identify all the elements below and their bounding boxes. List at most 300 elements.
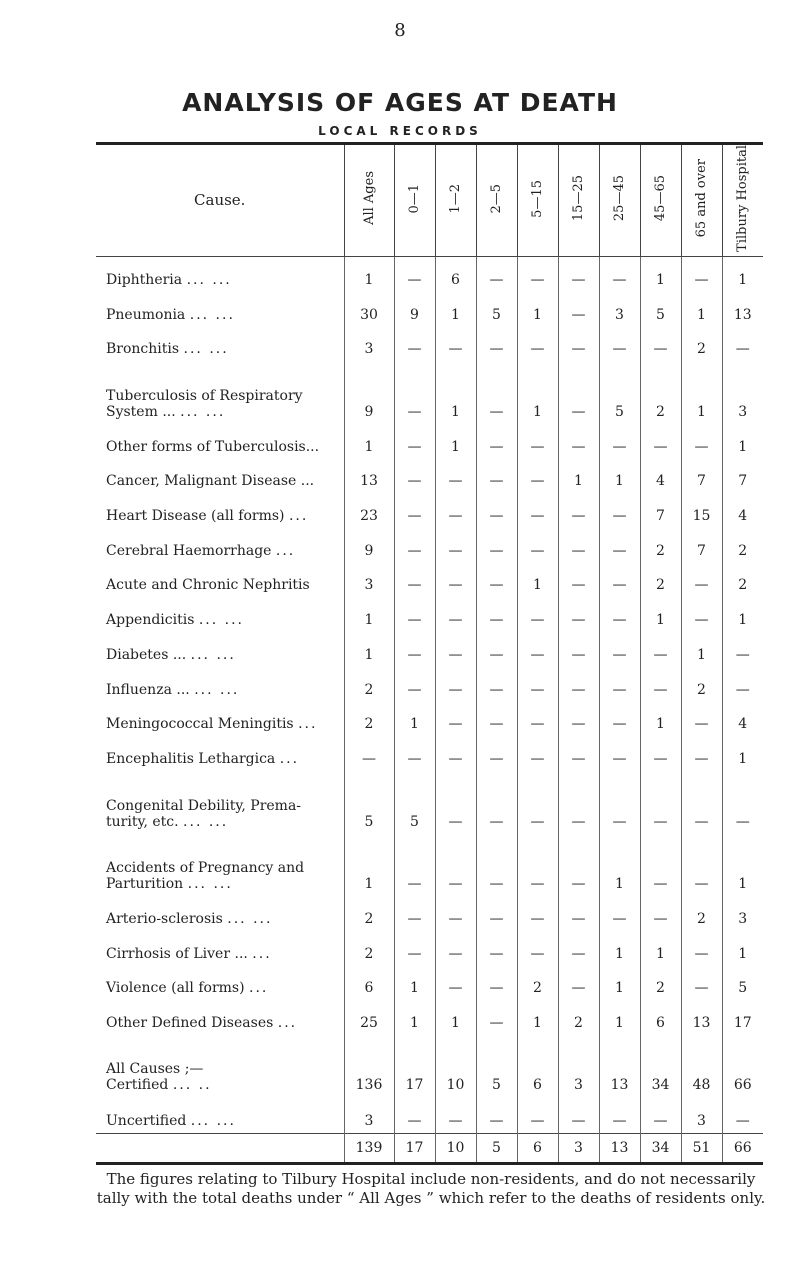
value-cell: 1 bbox=[738, 945, 748, 962]
value-cell: 66 bbox=[733, 1077, 752, 1094]
leader-dots: ... bbox=[275, 542, 296, 559]
cause-cell bbox=[96, 361, 344, 424]
value-cell: 23 bbox=[344, 493, 394, 528]
value-cell: — bbox=[476, 327, 517, 362]
value-cell: — bbox=[394, 459, 435, 494]
value-cell: 1 bbox=[681, 361, 722, 424]
value-cell: 1 bbox=[681, 292, 722, 327]
value-cell: 2 bbox=[344, 667, 394, 702]
value-cell: — bbox=[558, 667, 599, 702]
column-header bbox=[394, 145, 435, 256]
value-cell: — bbox=[517, 459, 558, 494]
cause-cell bbox=[96, 771, 344, 834]
cause-cell bbox=[96, 896, 344, 931]
value-cell: — bbox=[394, 667, 435, 702]
value-cell: 1 bbox=[344, 424, 394, 459]
value-cell: — bbox=[435, 966, 476, 1001]
value-cell: — bbox=[640, 667, 681, 702]
value-cell: — bbox=[558, 528, 599, 563]
total-cell: 13 bbox=[599, 1133, 640, 1162]
value-cell: — bbox=[681, 834, 722, 897]
cause-label: Arterio-sclerosis bbox=[106, 910, 223, 927]
value-cell: 4 bbox=[640, 459, 681, 494]
value-cell: — bbox=[681, 563, 722, 598]
column-header bbox=[476, 145, 517, 256]
column-header bbox=[435, 145, 476, 256]
cause-label: Other forms of Tuberculosis... bbox=[106, 438, 320, 455]
value-cell: — bbox=[558, 834, 599, 897]
cause-cell bbox=[96, 327, 344, 362]
value-cell: 1 bbox=[435, 1000, 476, 1035]
column-header-label: 15—25 bbox=[571, 175, 586, 222]
value-cell: — bbox=[435, 493, 476, 528]
value-cell: 1 bbox=[344, 632, 394, 667]
value-cell: — bbox=[476, 632, 517, 667]
leader-dots: ... ... bbox=[180, 403, 226, 420]
cause-label: Cerebral Haemorrhage bbox=[106, 542, 272, 559]
value-cell: — bbox=[435, 1097, 476, 1133]
value-cell: 5 bbox=[640, 292, 681, 327]
cause-cell bbox=[96, 292, 344, 327]
value-cell: — bbox=[558, 256, 599, 292]
value-cell: — bbox=[735, 681, 750, 698]
table-row bbox=[96, 834, 763, 897]
value-cell: 2 bbox=[738, 542, 748, 559]
table-row bbox=[96, 528, 763, 563]
value-cell: 1 bbox=[558, 459, 599, 494]
value-cell: — bbox=[476, 424, 517, 459]
value-cell: 5 bbox=[599, 361, 640, 424]
value-cell: 9 bbox=[394, 292, 435, 327]
table-row bbox=[96, 1097, 763, 1133]
cause-label: Tuberculosis of Respiratory bbox=[106, 387, 303, 404]
value-cell: 10 bbox=[435, 1035, 476, 1098]
value-cell: 5 bbox=[476, 292, 517, 327]
value-cell: 48 bbox=[681, 1035, 722, 1098]
value-cell: — bbox=[476, 528, 517, 563]
value-cell: — bbox=[394, 424, 435, 459]
age-analysis-table bbox=[96, 142, 763, 1165]
value-cell: 7 bbox=[681, 528, 722, 563]
leader-dots: ... ... bbox=[194, 681, 240, 698]
value-cell: — bbox=[476, 597, 517, 632]
value-cell: 6 bbox=[435, 256, 476, 292]
value-cell: — bbox=[558, 597, 599, 632]
value-cell: — bbox=[599, 256, 640, 292]
value-cell: — bbox=[681, 702, 722, 737]
cause-label: Meningococcal Meningitis bbox=[106, 716, 294, 733]
table-row bbox=[96, 459, 763, 494]
column-header bbox=[722, 145, 763, 256]
value-cell: — bbox=[558, 493, 599, 528]
page-number: 8 bbox=[394, 20, 406, 41]
cause-cell bbox=[96, 1000, 344, 1035]
table-row bbox=[96, 327, 763, 362]
value-cell: — bbox=[599, 736, 640, 771]
cause-cell bbox=[96, 597, 344, 632]
table-row bbox=[96, 361, 763, 424]
value-cell: — bbox=[735, 813, 750, 830]
value-cell: — bbox=[435, 736, 476, 771]
value-cell: — bbox=[517, 493, 558, 528]
cause-label: Pneumonia bbox=[106, 306, 186, 323]
value-cell: — bbox=[394, 563, 435, 598]
value-cell: — bbox=[517, 327, 558, 362]
value-cell: — bbox=[640, 736, 681, 771]
value-cell: — bbox=[558, 771, 599, 834]
value-cell: 34 bbox=[640, 1035, 681, 1098]
cause-label: Appendicitis bbox=[106, 612, 195, 629]
cause-column-header: Cause. bbox=[96, 145, 344, 256]
value-cell: — bbox=[558, 1097, 599, 1133]
value-cell: — bbox=[476, 702, 517, 737]
value-cell: 1 bbox=[640, 597, 681, 632]
value-cell: — bbox=[517, 256, 558, 292]
column-header-label: 45—65 bbox=[653, 175, 668, 222]
value-cell: — bbox=[517, 702, 558, 737]
value-cell: — bbox=[640, 424, 681, 459]
column-header bbox=[640, 145, 681, 256]
value-cell: 2 bbox=[344, 702, 394, 737]
value-cell: — bbox=[599, 702, 640, 737]
table-row bbox=[96, 931, 763, 966]
leader-dots: ... bbox=[249, 980, 269, 997]
cause-cell bbox=[96, 931, 344, 966]
value-cell: 7 bbox=[640, 493, 681, 528]
value-cell: — bbox=[517, 931, 558, 966]
value-cell: — bbox=[435, 459, 476, 494]
value-cell: 15 bbox=[681, 493, 722, 528]
cause-cell bbox=[96, 834, 344, 897]
value-cell: — bbox=[435, 563, 476, 598]
cause-label: Heart Disease (all forms) bbox=[106, 508, 285, 525]
cause-label: Diabetes ... bbox=[106, 646, 187, 663]
value-cell: — bbox=[476, 459, 517, 494]
value-cell: 6 bbox=[640, 1000, 681, 1035]
value-cell: 7 bbox=[738, 473, 748, 490]
column-header-label: 5—15 bbox=[530, 179, 545, 218]
value-cell: 1 bbox=[640, 256, 681, 292]
value-cell: — bbox=[476, 834, 517, 897]
total-cell: 66 bbox=[722, 1133, 763, 1162]
total-cell: 5 bbox=[476, 1133, 517, 1162]
value-cell: — bbox=[599, 528, 640, 563]
cause-label: Violence (all forms) bbox=[106, 980, 245, 997]
cause-label-continued: Parturition bbox=[106, 876, 184, 893]
total-cell: 10 bbox=[435, 1133, 476, 1162]
total-label-cell bbox=[96, 1133, 344, 1162]
cause-label: All Causes ;— bbox=[106, 1061, 204, 1078]
value-cell: — bbox=[476, 966, 517, 1001]
cause-label: Diphtheria bbox=[106, 271, 183, 288]
value-cell: 1 bbox=[599, 966, 640, 1001]
value-cell: — bbox=[558, 327, 599, 362]
cause-cell bbox=[96, 1035, 344, 1098]
value-cell: 1 bbox=[435, 361, 476, 424]
value-cell: — bbox=[394, 1097, 435, 1133]
cause-cell bbox=[96, 493, 344, 528]
value-cell: 2 bbox=[344, 896, 394, 931]
value-cell: 5 bbox=[738, 980, 748, 997]
value-cell: — bbox=[517, 667, 558, 702]
cause-label: Congenital Debility, Prema- bbox=[106, 797, 302, 814]
value-cell: — bbox=[558, 736, 599, 771]
value-cell: 2 bbox=[344, 931, 394, 966]
value-cell: 3 bbox=[344, 327, 394, 362]
column-header-label: 2—5 bbox=[489, 183, 504, 214]
table-row bbox=[96, 702, 763, 737]
value-cell: 13 bbox=[344, 459, 394, 494]
value-cell: — bbox=[476, 931, 517, 966]
value-cell: — bbox=[394, 493, 435, 528]
leader-dots: ... ... bbox=[190, 646, 236, 663]
cause-cell bbox=[96, 1097, 344, 1133]
page-subtitle: LOCAL RECORDS bbox=[318, 124, 482, 138]
value-cell: — bbox=[640, 632, 681, 667]
total-cell: 34 bbox=[640, 1133, 681, 1162]
leader-dots: ... ... bbox=[227, 910, 273, 927]
value-cell: — bbox=[599, 667, 640, 702]
value-cell: 2 bbox=[640, 966, 681, 1001]
value-cell: 136 bbox=[344, 1035, 394, 1098]
leader-dots: ... ... bbox=[198, 612, 244, 629]
value-cell: — bbox=[558, 292, 599, 327]
cause-label: Accidents of Pregnancy and bbox=[106, 860, 305, 877]
value-cell: — bbox=[681, 736, 722, 771]
value-cell: 3 bbox=[344, 1097, 394, 1133]
value-cell: 3 bbox=[558, 1035, 599, 1098]
total-cell: 3 bbox=[558, 1133, 599, 1162]
table-row bbox=[96, 563, 763, 598]
value-cell: 4 bbox=[738, 508, 748, 525]
column-header bbox=[681, 145, 722, 256]
value-cell: 3 bbox=[599, 292, 640, 327]
cause-cell bbox=[96, 667, 344, 702]
value-cell: 5 bbox=[344, 771, 394, 834]
value-cell: 1 bbox=[640, 702, 681, 737]
table-row bbox=[96, 597, 763, 632]
total-cell: 51 bbox=[681, 1133, 722, 1162]
value-cell: 30 bbox=[344, 292, 394, 327]
value-cell: — bbox=[435, 834, 476, 897]
leader-dots: ... bbox=[298, 716, 318, 733]
value-cell: — bbox=[558, 632, 599, 667]
value-cell: — bbox=[435, 667, 476, 702]
cause-label: Other Defined Diseases bbox=[106, 1014, 274, 1031]
value-cell: — bbox=[599, 597, 640, 632]
value-cell: — bbox=[681, 597, 722, 632]
value-cell: 2 bbox=[640, 563, 681, 598]
value-cell: 1 bbox=[517, 361, 558, 424]
page-title: ANALYSIS OF AGES AT DEATH bbox=[182, 88, 618, 117]
value-cell: — bbox=[435, 632, 476, 667]
column-header-label: Tilbury Hospital bbox=[735, 145, 751, 252]
leader-dots: ... ... bbox=[183, 813, 229, 830]
value-cell: — bbox=[599, 771, 640, 834]
value-cell: — bbox=[640, 327, 681, 362]
table-row bbox=[96, 632, 763, 667]
column-header bbox=[599, 145, 640, 256]
value-cell: — bbox=[394, 327, 435, 362]
table-row bbox=[96, 1035, 763, 1098]
value-cell: 13 bbox=[733, 306, 752, 323]
table-header-row bbox=[96, 145, 763, 256]
value-cell: 1 bbox=[640, 931, 681, 966]
cause-cell bbox=[96, 966, 344, 1001]
cause-cell bbox=[96, 528, 344, 563]
column-header bbox=[344, 145, 394, 256]
value-cell: 2 bbox=[640, 361, 681, 424]
leader-dots: ... ... bbox=[187, 876, 233, 893]
value-cell: — bbox=[681, 966, 722, 1001]
value-cell: 1 bbox=[394, 1000, 435, 1035]
table-row bbox=[96, 1000, 763, 1035]
value-cell: 1 bbox=[599, 931, 640, 966]
value-cell: — bbox=[640, 1097, 681, 1133]
total-row bbox=[96, 1133, 763, 1162]
value-cell: — bbox=[476, 896, 517, 931]
table-body bbox=[96, 256, 763, 1162]
cause-cell bbox=[96, 459, 344, 494]
cause-cell bbox=[96, 736, 344, 771]
total-cell: 139 bbox=[344, 1133, 394, 1162]
value-cell: 1 bbox=[681, 632, 722, 667]
cause-cell bbox=[96, 256, 344, 292]
value-cell: — bbox=[476, 563, 517, 598]
value-cell: — bbox=[394, 931, 435, 966]
leader-dots: ... ... bbox=[189, 306, 235, 323]
value-cell: 3 bbox=[738, 403, 748, 420]
value-cell: 1 bbox=[517, 1000, 558, 1035]
cause-label-continued: Certified bbox=[106, 1077, 169, 1094]
value-cell: — bbox=[517, 597, 558, 632]
column-header-label: 25—45 bbox=[612, 175, 627, 222]
value-cell: 2 bbox=[640, 528, 681, 563]
value-cell: — bbox=[517, 424, 558, 459]
value-cell: — bbox=[517, 1097, 558, 1133]
cause-cell bbox=[96, 702, 344, 737]
value-cell: — bbox=[517, 632, 558, 667]
value-cell: 6 bbox=[517, 1035, 558, 1098]
value-cell: 1 bbox=[344, 834, 394, 897]
cause-label: Encephalitis Lethargica bbox=[106, 751, 276, 768]
cause-cell bbox=[96, 563, 344, 598]
value-cell: 1 bbox=[599, 1000, 640, 1035]
value-cell: — bbox=[517, 834, 558, 897]
value-cell: — bbox=[640, 771, 681, 834]
value-cell: 3 bbox=[681, 1097, 722, 1133]
value-cell: — bbox=[599, 327, 640, 362]
value-cell: — bbox=[476, 771, 517, 834]
value-cell: — bbox=[681, 771, 722, 834]
value-cell: — bbox=[599, 1097, 640, 1133]
value-cell: 3 bbox=[344, 563, 394, 598]
value-cell: 1 bbox=[394, 966, 435, 1001]
value-cell: — bbox=[476, 736, 517, 771]
value-cell: — bbox=[435, 771, 476, 834]
value-cell: 1 bbox=[738, 876, 748, 893]
leader-dots: ... bbox=[279, 751, 300, 768]
value-cell: — bbox=[435, 327, 476, 362]
column-header-label: 65 and over bbox=[694, 159, 709, 238]
value-cell: — bbox=[476, 361, 517, 424]
value-cell: 1 bbox=[738, 271, 748, 288]
column-header bbox=[558, 145, 599, 256]
cause-label: Uncertified bbox=[106, 1112, 187, 1129]
value-cell: 5 bbox=[476, 1035, 517, 1098]
value-cell: 1 bbox=[517, 563, 558, 598]
column-header-label: 0—1 bbox=[407, 183, 422, 214]
value-cell: — bbox=[558, 424, 599, 459]
value-cell: 2 bbox=[517, 966, 558, 1001]
value-cell: — bbox=[517, 736, 558, 771]
value-cell: — bbox=[558, 563, 599, 598]
value-cell: 17 bbox=[394, 1035, 435, 1098]
value-cell: 1 bbox=[599, 459, 640, 494]
total-cell: 6 bbox=[517, 1133, 558, 1162]
value-cell: 1 bbox=[344, 597, 394, 632]
cause-label: Acute and Chronic Nephritis bbox=[106, 577, 310, 594]
table-row bbox=[96, 667, 763, 702]
value-cell: — bbox=[476, 493, 517, 528]
value-cell: 1 bbox=[517, 292, 558, 327]
value-cell: 9 bbox=[344, 361, 394, 424]
leader-dots: ... ... bbox=[186, 271, 232, 288]
value-cell: — bbox=[640, 896, 681, 931]
value-cell: — bbox=[394, 528, 435, 563]
value-cell: 4 bbox=[738, 716, 748, 733]
value-cell: 1 bbox=[738, 751, 748, 768]
column-header-label: All Ages bbox=[361, 171, 377, 226]
value-cell: — bbox=[435, 931, 476, 966]
value-cell: 1 bbox=[344, 256, 394, 292]
table-row bbox=[96, 896, 763, 931]
table-row bbox=[96, 771, 763, 834]
value-cell: 1 bbox=[738, 438, 748, 455]
value-cell: — bbox=[735, 341, 750, 358]
value-cell: — bbox=[558, 896, 599, 931]
cause-cell bbox=[96, 632, 344, 667]
column-header-label: 1—2 bbox=[448, 183, 463, 214]
cause-label: Influenza ... bbox=[106, 681, 190, 698]
value-cell: 2 bbox=[681, 896, 722, 931]
value-cell: — bbox=[476, 1000, 517, 1035]
value-cell: 6 bbox=[344, 966, 394, 1001]
table-row bbox=[96, 966, 763, 1001]
value-cell: — bbox=[394, 597, 435, 632]
value-cell: 7 bbox=[681, 459, 722, 494]
value-cell: — bbox=[735, 646, 750, 663]
value-cell: 9 bbox=[344, 528, 394, 563]
value-cell: — bbox=[476, 667, 517, 702]
value-cell: — bbox=[435, 702, 476, 737]
table-row bbox=[96, 493, 763, 528]
cause-label: Bronchitis bbox=[106, 341, 180, 358]
table-row bbox=[96, 256, 763, 292]
cause-label-continued: turity, etc. bbox=[106, 813, 179, 830]
table-row bbox=[96, 424, 763, 459]
value-cell: 1 bbox=[435, 424, 476, 459]
value-cell: 2 bbox=[738, 577, 748, 594]
value-cell: 2 bbox=[681, 327, 722, 362]
value-cell: — bbox=[517, 771, 558, 834]
value-cell: — bbox=[599, 563, 640, 598]
value-cell: 2 bbox=[681, 667, 722, 702]
table-row bbox=[96, 292, 763, 327]
value-cell: — bbox=[394, 632, 435, 667]
cause-label: Cancer, Malignant Disease ... bbox=[106, 473, 315, 490]
footnote: The figures relating to Tilbury Hospital include non-residents, and do not necessarily tally with the total deaths under “ All Ages ” which refer to the deaths of residents only. bbox=[96, 1170, 766, 1207]
